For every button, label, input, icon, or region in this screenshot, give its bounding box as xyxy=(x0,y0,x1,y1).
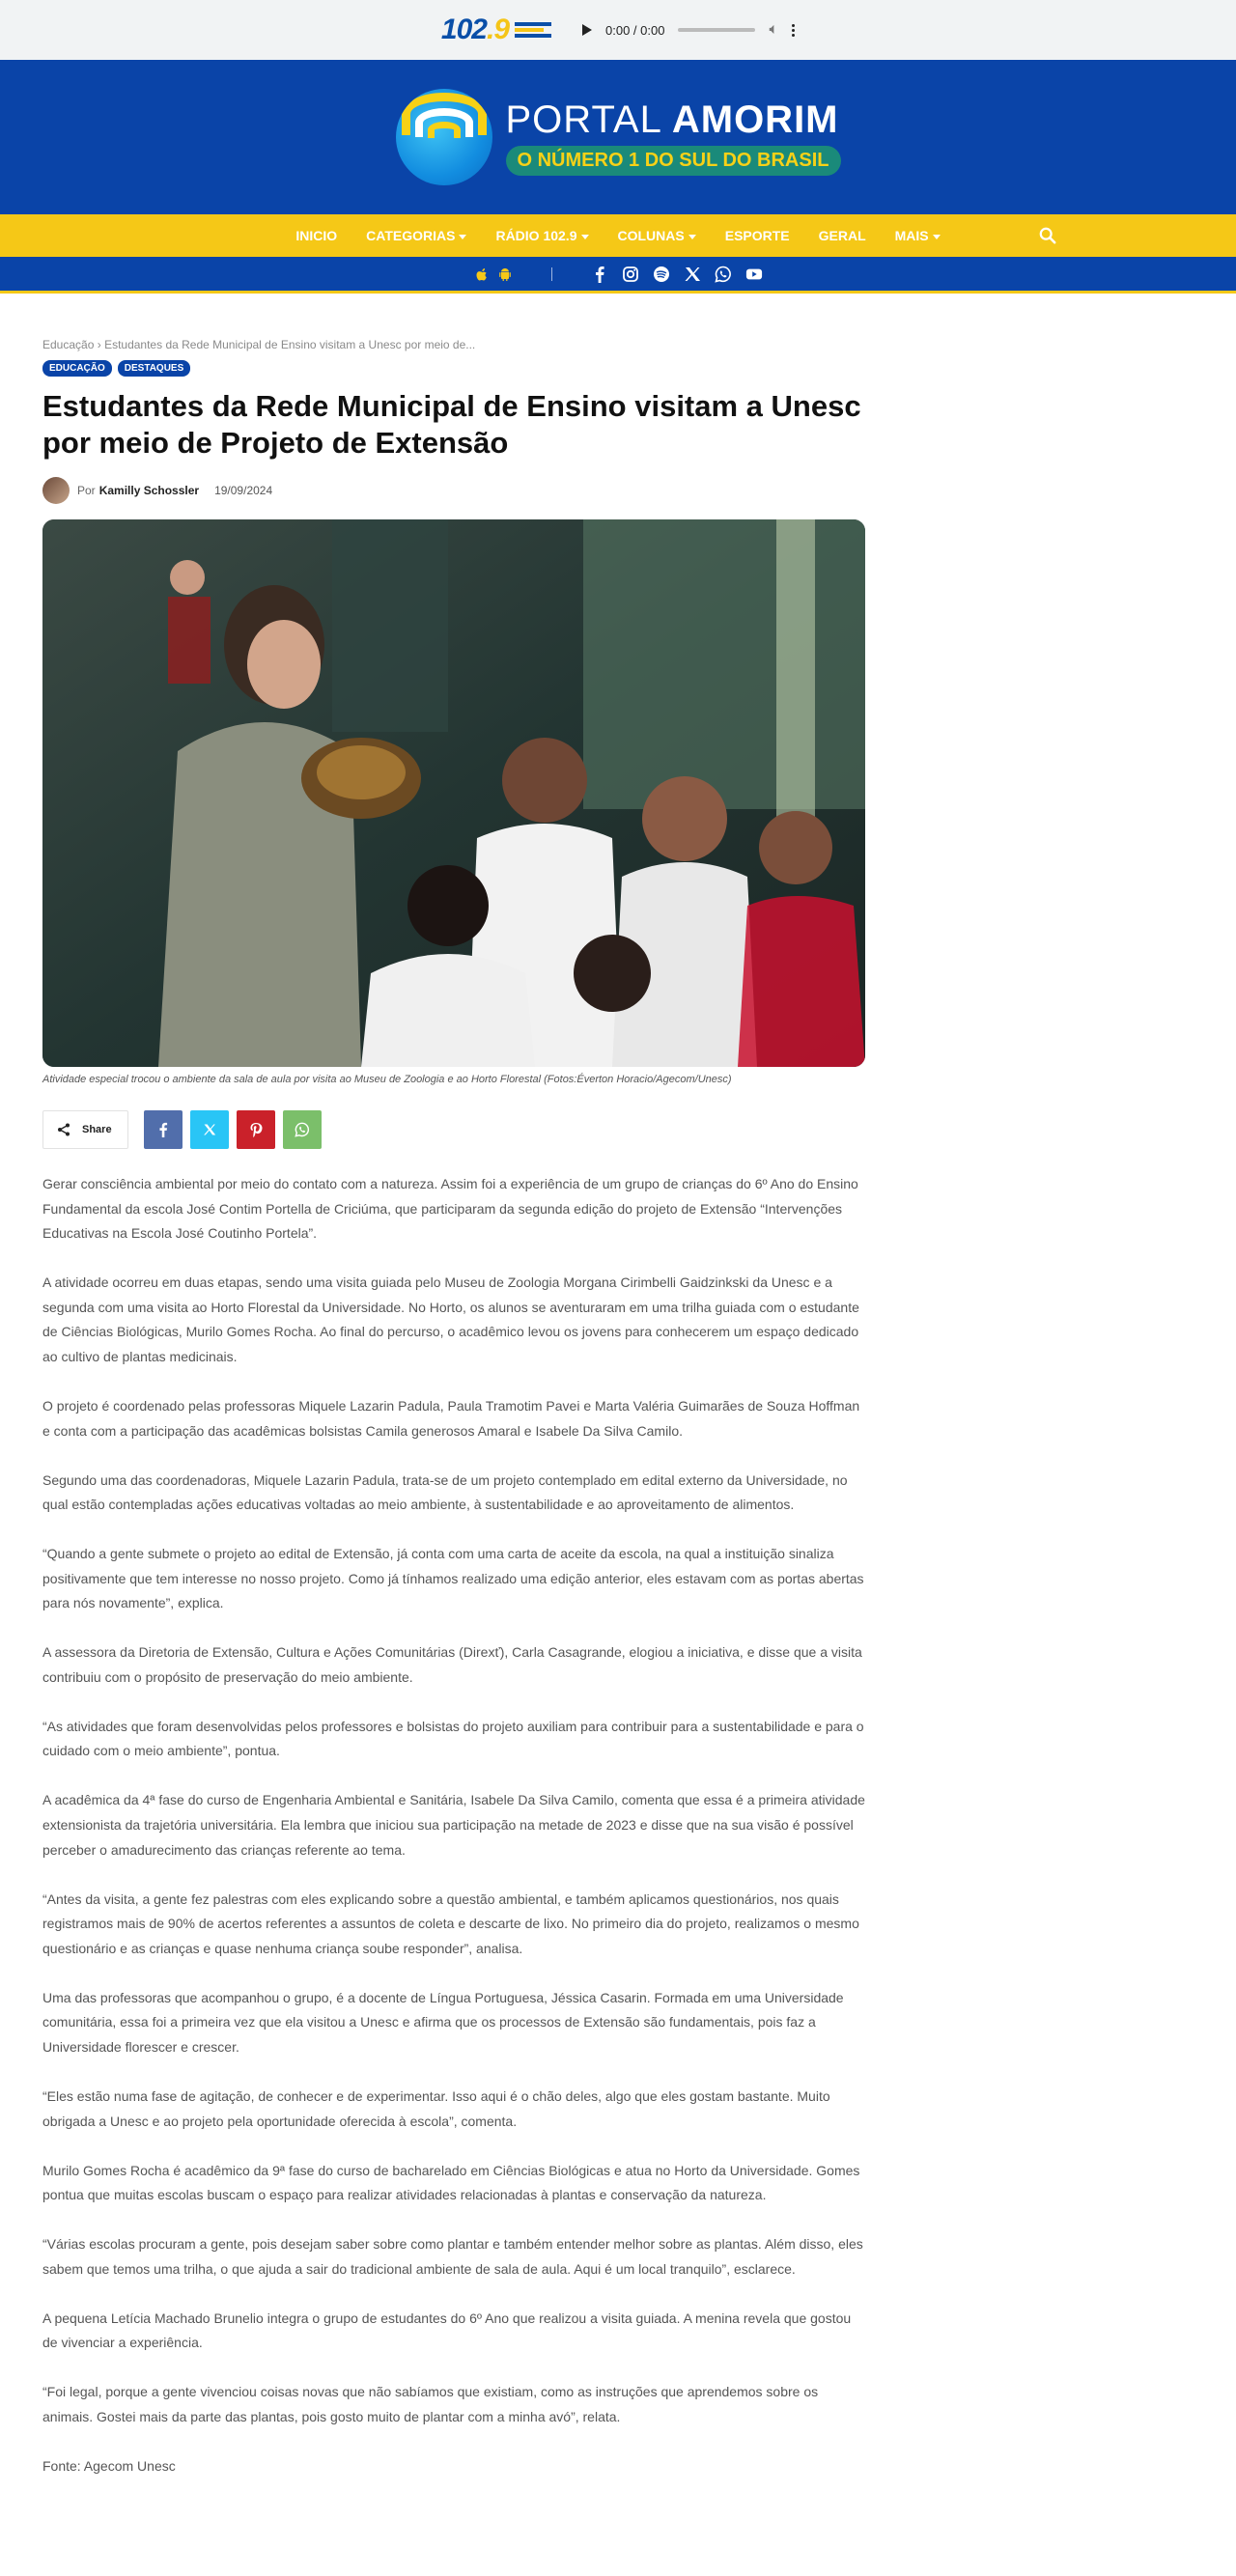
nav-item-geral[interactable] xyxy=(819,228,866,243)
article-paragraph: Segundo uma das coordenadoras, Miquele Lazarin Padula, trata-se de um projeto contemplado em edital externo da Universidade, no qual estão contempladas ações educativas voltadas ao meio ambiente, à sustentabilidade e ao aproveitamento de alimentos. xyxy=(42,1471,848,1513)
article-meta xyxy=(42,477,865,504)
author-name[interactable]: Kamilly Schossler xyxy=(98,484,200,497)
article-photo xyxy=(42,519,865,1067)
article-paragraph: “Antes da visita, a gente fez palestras com eles explicando sobre a questão ambiental, e também aplicamos questionários, nos quais registramos mais de 90% de acertos referentes a assuntos de coleta e descarte de lixo. No primeiro dia do projeto, realizamos o mesmo questionário e as crianças e quase nenhuma criança soube responder”, analisa. xyxy=(42,1890,859,1956)
radio-frequency: 102.9 xyxy=(440,14,510,45)
logo-title: PORTAL AMORIM xyxy=(505,98,839,141)
share-pinterest-button[interactable] xyxy=(237,1110,275,1149)
main-nav xyxy=(0,214,1236,257)
player-time: 0:00 / 0:00 xyxy=(605,22,665,38)
divider xyxy=(551,267,552,281)
nav-item-label: CATEGORIAS xyxy=(366,228,456,243)
breadcrumb xyxy=(42,338,865,351)
article-body xyxy=(42,1172,865,2478)
article-paragraph: O projeto é coordenado pelas professoras Miquele Lazarin Padula, Paula Tramotim Pavei e Marta Valéria Guimarães de Souza Hoffman e conta com a participação das acadêmicas bolsistas Camila generosos Amaral e Isabele Da Silva Camilo. xyxy=(42,1397,860,1439)
article-paragraph: A assessora da Diretoria de Extensão, Cultura e Ações Comunitárias (Direxť), Carla Casagrande, elogiou a iniciativa, e disse que a visita contribuiu com o propósito de preservação do meio ambiente. xyxy=(42,1644,862,1685)
article-paragraph: “Quando a gente submete o projeto ao edital de Extensão, já conta com uma carta de aceite da escola, na qual a instituição sinaliza positivamente que tem interesse no nosso projeto. Como já tínhamos realizado uma edição anterior, eles estavam com as portas abertas para nós novamente”, explica. xyxy=(42,1546,864,1611)
nav-item-label: INICIO xyxy=(295,228,338,243)
chevron-down-icon xyxy=(933,235,941,239)
site-logo[interactable] xyxy=(396,89,841,185)
youtube-icon[interactable] xyxy=(745,266,763,283)
whatsapp-icon[interactable] xyxy=(715,266,732,283)
facebook-icon xyxy=(155,1122,171,1137)
pinterest-icon xyxy=(248,1122,264,1137)
volume-icon[interactable]: 🔈︎ xyxy=(769,21,779,38)
x-icon[interactable] xyxy=(684,266,701,283)
breadcrumb-category[interactable]: Educação xyxy=(42,338,95,351)
share-icon xyxy=(57,1123,70,1136)
logo-emblem xyxy=(396,89,492,185)
android-icon[interactable] xyxy=(497,266,513,282)
article-paragraph: “Foi legal, porque a gente vivenciou coisas novas que não sabíamos que existiam, como as instruções que aprendemos sobre os animais. Gostei mais da parte das plantas, pois gosto muito de plantar com a minha avó”, relata. xyxy=(42,2384,819,2424)
share-button[interactable] xyxy=(42,1110,128,1149)
logo-slogan: O NÚMERO 1 DO SUL DO BRASIL xyxy=(506,146,841,176)
article-paragraph: Uma das professoras que acompanhou o grupo, é a docente de Língua Portuguesa, Jéssica Casarin. Formada em uma Universidade comunitária, essa foi a primeira vez que ela visitou a Unesc e afirma que os processos de Extensão são fundamentais, pois faz a Universidade florescer e crescer. xyxy=(42,1989,844,2055)
share-label: Share xyxy=(82,1124,112,1135)
breadcrumb-separator: › xyxy=(97,338,101,351)
article-paragraph: A pequena Letícia Machado Brunelio integra o grupo de estudantes do 6º Ano que realizou a visita guiada. A menina revela que gostou de vivenciar a experiência. xyxy=(42,2310,852,2351)
article-date: 19/09/2024 xyxy=(214,484,273,497)
article-title: Estudantes da Rede Municipal de Ensino visitam a Unesc por meio de Projeto de Extensão xyxy=(42,389,861,460)
nav-item-inicio[interactable] xyxy=(295,228,337,243)
x-icon xyxy=(203,1123,216,1136)
nav-item-label: ESPORTE xyxy=(724,228,790,243)
share-whatsapp-button[interactable] xyxy=(283,1110,322,1149)
facebook-icon[interactable] xyxy=(591,266,608,283)
chevron-down-icon xyxy=(688,235,696,239)
apple-icon[interactable] xyxy=(474,266,490,282)
social-bar xyxy=(0,257,1236,294)
share-x-button[interactable] xyxy=(190,1110,229,1149)
article-paragraph: A acadêmica da 4ª fase do curso de Engenharia Ambiental e Sanitária, Isabele Da Silva Camilo, comenta que essa é a primeira atividade extensionista da trajetória universitária. Ela lembra que iniciou sua participação na metade de 2023 e disse que na sua visão é possível perceber o amadurecimento das crianças referente ao tema. xyxy=(42,1792,865,1858)
share-row xyxy=(42,1110,865,1149)
share-facebook-button[interactable] xyxy=(144,1110,183,1149)
article-paragraph: A atividade ocorreu em duas etapas, sendo uma visita guiada pelo Museu de Zoologia Morgana Cirimbelli Gaidzinkski da Unesc e a segunda com uma visita ao Horto Florestal da Universidade. No Horto, os alunos se aventuraram em uma trilha guiada com o estudante de Ciências Biológicas, Murilo Gomes Rocha. Ao final do percurso, o acadêmico levou os jovens para conhecerem um espaço dedicado ao cultivo de plantas medicinais. xyxy=(42,1274,859,1364)
by-label: Por xyxy=(77,484,96,497)
more-options-icon[interactable] xyxy=(792,24,795,37)
player-progress[interactable] xyxy=(678,28,755,32)
article xyxy=(42,338,865,2504)
nav-item-label: RÁDIO 102.9 xyxy=(495,228,577,243)
chevron-down-icon xyxy=(581,235,589,239)
author-avatar[interactable] xyxy=(42,477,70,504)
nav-item-mais[interactable] xyxy=(895,228,941,243)
audio-player xyxy=(582,21,795,39)
nav-item-categorias[interactable] xyxy=(366,228,466,243)
chevron-down-icon xyxy=(459,235,466,239)
search-icon[interactable] xyxy=(1039,227,1056,244)
article-paragraph: “Várias escolas procuram a gente, pois desejam saber sobre como plantar e também entender melhor sobre as plantas. Além disso, eles sabem que temos uma trilha, o que ajuda a sair do tradicional ambiente de sala de aula. Aqui é um local tranquilo”, esclarece. xyxy=(42,2236,863,2277)
radio-player-bar xyxy=(0,0,1236,60)
nav-item-esporte[interactable] xyxy=(725,228,790,243)
nav-item-label: GERAL xyxy=(818,228,866,243)
instagram-icon[interactable] xyxy=(622,266,639,283)
whatsapp-icon xyxy=(295,1122,310,1137)
photo-caption: Atividade especial trocou o ambiente da sala de aula por visita ao Museu de Zoologia e ao Horto Florestal (Fotos:Éverton Horacio/Agecom/Unesc) xyxy=(42,1074,732,1085)
nav-item-label: MAIS xyxy=(894,228,929,243)
article-paragraph: “As atividades que foram desenvolvidas pelos professores e bolsistas do projeto auxiliam para contribuir para a sustentabilidade e para o cuidado com o meio ambiente”, pontua. xyxy=(42,1718,864,1759)
article-paragraph: Fonte: Agecom Unesc xyxy=(42,2457,176,2474)
play-icon[interactable] xyxy=(582,24,592,36)
nav-item-r-dio-102-9[interactable] xyxy=(495,228,588,243)
radio-fm-mark xyxy=(515,22,551,38)
breadcrumb-current: Estudantes da Rede Municipal de Ensino visitam a Unesc por meio de... xyxy=(104,338,476,351)
article-paragraph: Gerar consciência ambiental por meio do contato com a natureza. Assim foi a experiência de um grupo de crianças do 6º Ano do Ensino Fundamental da escola José Contim Portella de Criciúma, que participaram da segunda edição do projeto de Extensão “Intervenções Educativas na Escola José Coutinho Portela”. xyxy=(42,1176,858,1242)
category-tag[interactable]: EDUCAÇÃO xyxy=(42,360,112,377)
category-tag[interactable]: DESTAQUES xyxy=(118,360,191,377)
nav-item-colunas[interactable] xyxy=(618,228,696,243)
nav-item-label: COLUNAS xyxy=(617,228,685,243)
spotify-icon[interactable] xyxy=(653,266,670,283)
article-paragraph: Murilo Gomes Rocha é acadêmico da 9ª fase do curso de bacharelado em Ciências Biológicas e atua no Horto da Universidade. Gomes pontua que muitas escolas buscam o espaço para realizar atividades relacionadas à plantas e conservação da natureza. xyxy=(42,2162,860,2203)
article-paragraph: “Eles estão numa fase de agitação, de conhecer e de experimentar. Isso aqui é o chão deles, algo que eles gostam bastante. Muito obrigada a Unesc e ao projeto pela oportunidade oferecida à escola”, comenta. xyxy=(42,2087,830,2129)
site-header xyxy=(0,60,1236,214)
radio-logo[interactable] xyxy=(441,14,551,46)
